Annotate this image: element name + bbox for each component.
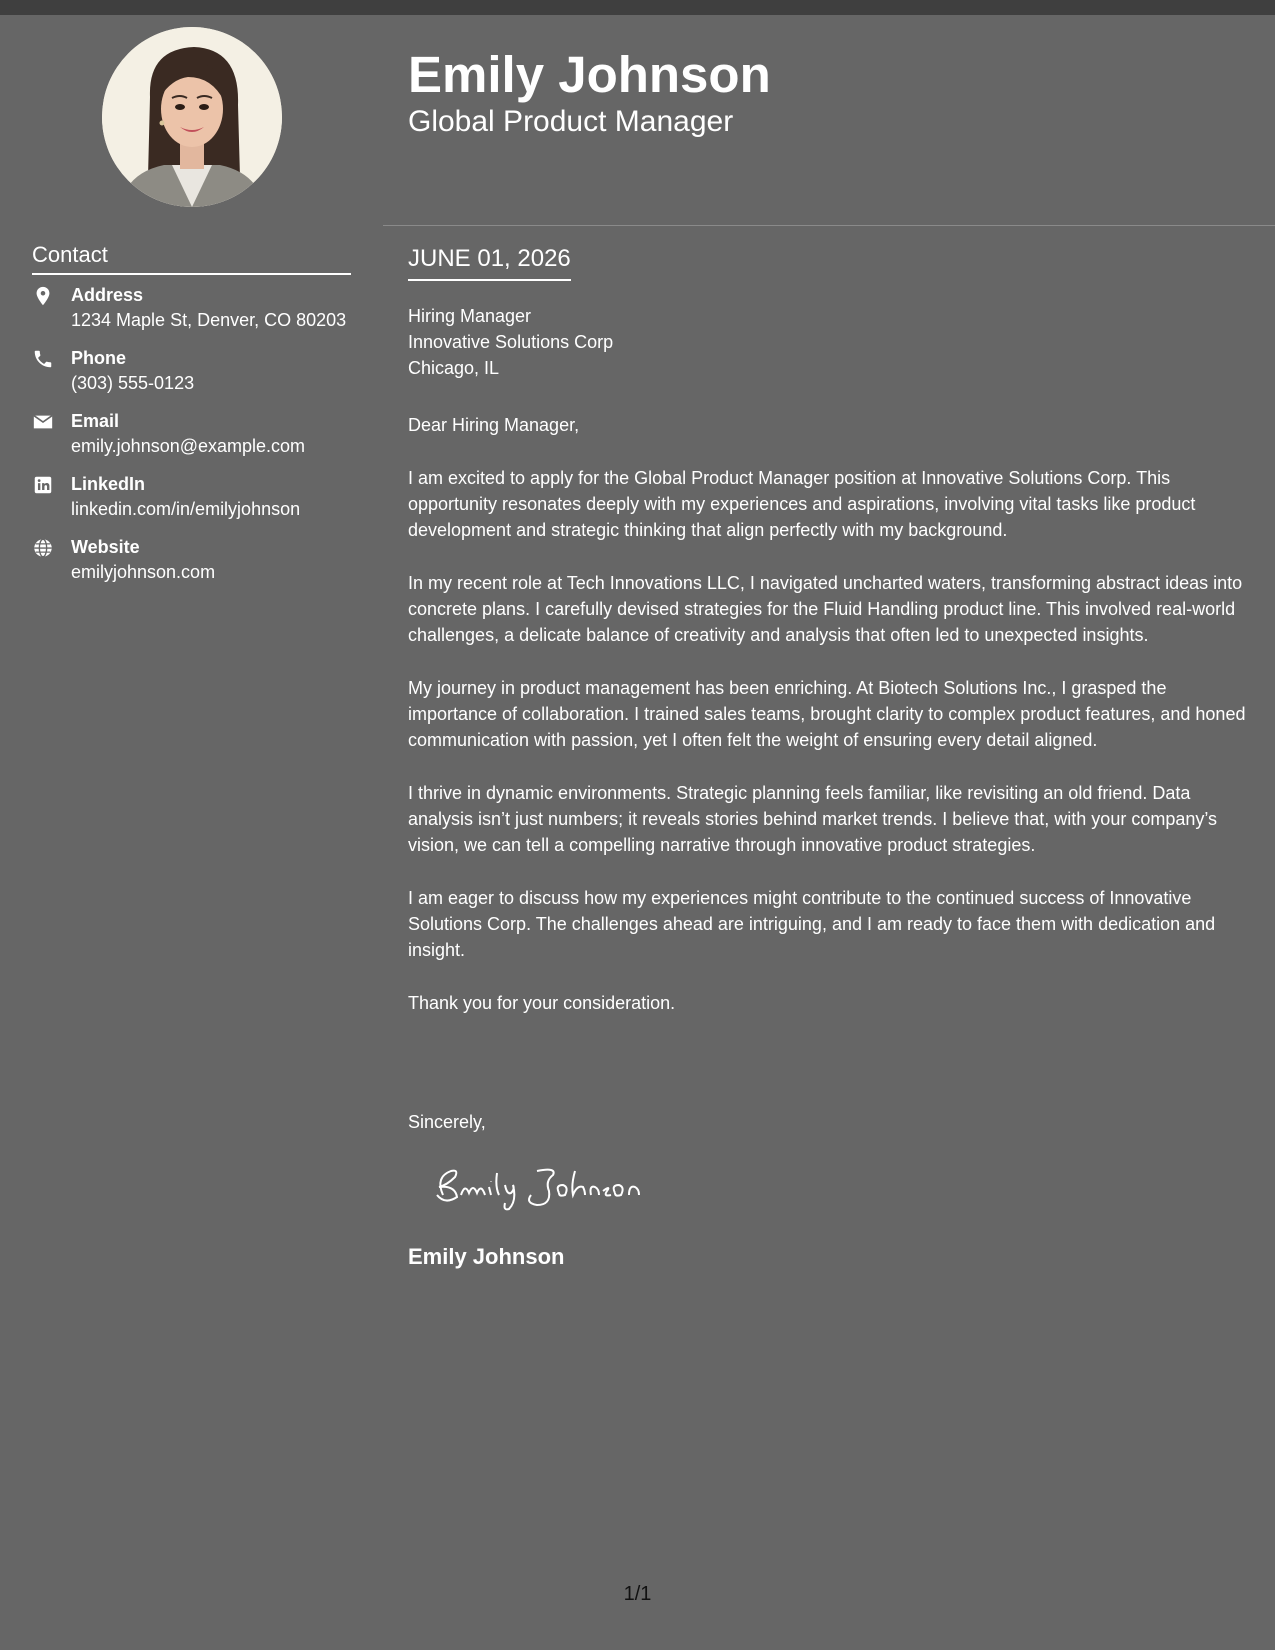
letter-paragraph: I am eager to discuss how my experiences might contribute to the continued success of Innovative Solutions Corp. The challenges ahead are intriguing, and I am ready to face them with dedication and insight.: [408, 888, 1216, 960]
contact-value: (303) 555-0123: [71, 373, 195, 393]
contact-heading: Contact: [32, 241, 351, 275]
phone-icon: [32, 348, 54, 370]
contact-label: Phone: [71, 348, 127, 368]
signer-name: Emily Johnson: [408, 1244, 565, 1269]
contact-label: Email: [71, 411, 120, 431]
contact-item-phone: [32, 346, 362, 409]
letter-paragraph: In my recent role at Tech Innovations LLC, I navigated uncharted waters, transforming abstract ideas into concrete plans. I carefully devised strategies for the Fluid Handling product line. This involved real-world challenges, a delicate balance of creativity and analysis that often led to unexpected insights.: [408, 573, 1243, 645]
applicant-title: Global Product Manager: [408, 105, 734, 138]
contact-item-website: [32, 535, 362, 598]
contact-label: LinkedIn: [71, 474, 146, 494]
letter-paragraph: Thank you for your consideration.: [408, 993, 676, 1013]
contact-value: emily.johnson@example.com: [71, 436, 306, 456]
envelope-icon: [32, 411, 54, 433]
contact-label: Address: [71, 285, 144, 305]
contact-item-email: [32, 409, 362, 472]
recipient-line: Chicago, IL: [408, 358, 500, 378]
letter-paragraph: My journey in product management has been enriching. At Biotech Solutions Inc., I grasped the importance of collaboration. I trained sales teams, brought clarity to complex product features, and honed communication with passion, yet I often felt the weight of ensuring every detail aligned.: [408, 678, 1246, 750]
salutation: Dear Hiring Manager,: [408, 415, 580, 435]
location-pin-icon: [32, 285, 54, 307]
contact-label: Website: [71, 537, 140, 557]
recipient-line: Hiring Manager: [408, 306, 532, 326]
top-bar: [0, 0, 1275, 15]
letter-closing: Sincerely,: [408, 1112, 486, 1132]
page-number: 1/1: [623, 1583, 652, 1605]
contact-item-address: [32, 283, 362, 346]
recipient-block: [408, 303, 613, 381]
profile-photo-illustration: [102, 27, 282, 207]
contact-value: emilyjohnson.com: [71, 562, 216, 582]
letter-paragraph: I am excited to apply for the Global Product Manager position at Innovative Solutions Corp. This opportunity resonates deeply with my experiences and aspirations, involving vital tasks like product development and strategic thinking that align perfectly with my background.: [408, 468, 1196, 540]
linkedin-icon: [32, 474, 54, 496]
letter-body: [408, 412, 1253, 1043]
letter-date: JUNE 01, 2026: [408, 243, 571, 281]
letter-paragraph: I thrive in dynamic environments. Strategic planning feels familiar, like revisiting an old friend. Data analysis isn’t just numbers; it reveals stories behind market trends. I believe that, with your company’s vision, we can tell a compelling narrative through innovative product strategies.: [408, 783, 1218, 855]
globe-icon: [32, 537, 54, 559]
applicant-name: Emily Johnson: [408, 46, 771, 103]
header-divider: [383, 225, 1275, 226]
contact-item-linkedin: [32, 472, 362, 535]
contact-list: [32, 283, 362, 598]
recipient-line: Innovative Solutions Corp: [408, 332, 614, 352]
handwritten-signature: [425, 1155, 665, 1215]
contact-value: 1234 Maple St, Denver, CO 80203: [71, 310, 347, 330]
cover-letter-page: [0, 15, 1275, 1650]
profile-photo: [102, 27, 282, 207]
contact-value: linkedin.com/in/emilyjohnson: [71, 499, 301, 519]
